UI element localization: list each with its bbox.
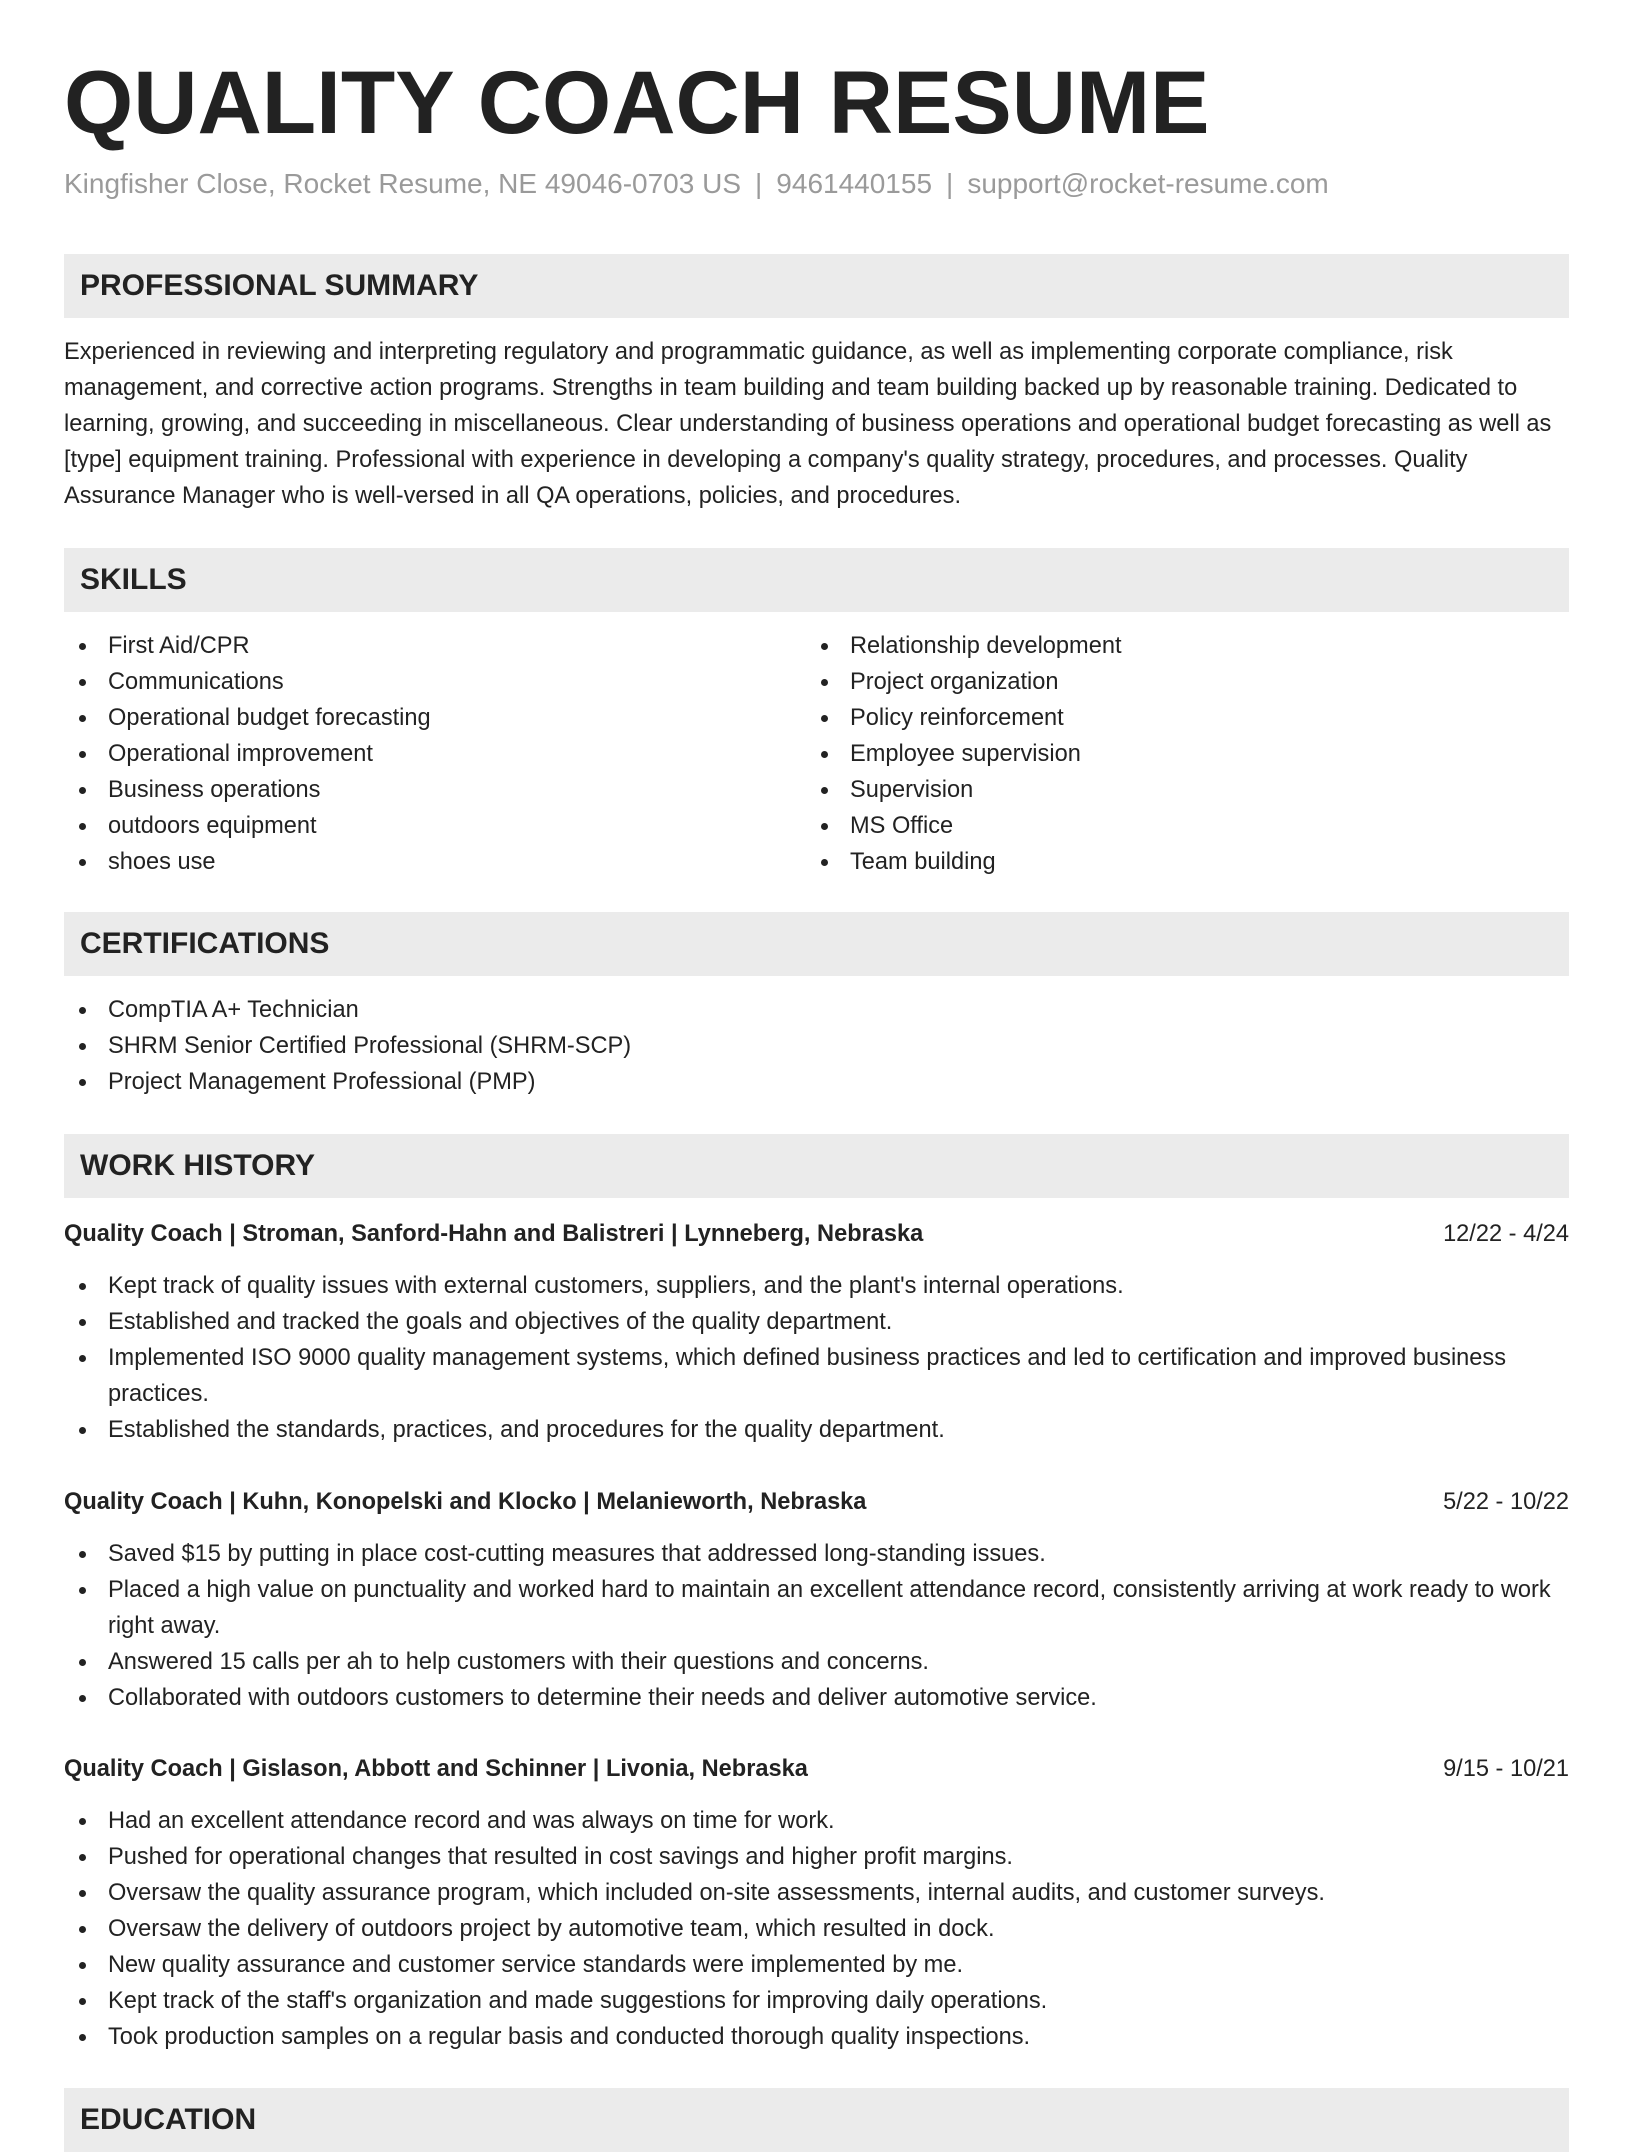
skills-list-left	[64, 628, 764, 880]
skills-list-right	[806, 628, 1506, 880]
skills-column-right	[806, 628, 1506, 880]
job-entry	[64, 1751, 1569, 2055]
skill-item: Team building	[806, 844, 1506, 880]
contact-line	[64, 164, 1329, 204]
job-dates: 5/22 - 10/22	[1443, 1489, 1569, 1515]
job-title: Quality Coach | Stroman, Sanford-Hahn and Balistreri | Lynneberg, Nebraska	[64, 1221, 924, 1247]
job-bullet: Established the standards, practices, and procedures for the quality department.	[64, 1412, 1569, 1448]
job-dates: 12/22 - 4/24	[1443, 1221, 1569, 1247]
job-header	[64, 1216, 1569, 1252]
skill-item: Business operations	[64, 772, 764, 808]
job-title: Quality Coach | Gislason, Abbott and Schinner | Livonia, Nebraska	[64, 1756, 808, 1782]
section-heading-certifications: CERTIFICATIONS	[64, 912, 1569, 976]
resume-title: QUALITY COACH RESUME	[64, 52, 1210, 152]
skill-item: Operational improvement	[64, 736, 764, 772]
job-entry	[64, 1216, 1569, 1448]
job-bullet: New quality assurance and customer service standards were implemented by me.	[64, 1947, 1569, 1983]
contact-address: Kingfisher Close, Rocket Resume, NE 49046-0703 US	[64, 168, 742, 199]
section-heading-summary: PROFESSIONAL SUMMARY	[64, 254, 1569, 318]
job-bullet: Kept track of the staff's organization and made suggestions for improving daily operations.	[64, 1983, 1569, 2019]
contact-separator: |	[755, 168, 763, 199]
skill-item: Supervision	[806, 772, 1506, 808]
skill-item: shoes use	[64, 844, 764, 880]
skill-item: Employee supervision	[806, 736, 1506, 772]
job-bullet: Established and tracked the goals and objectives of the quality department.	[64, 1304, 1569, 1340]
section-heading-work-history: WORK HISTORY	[64, 1134, 1569, 1198]
skill-item: Communications	[64, 664, 764, 700]
job-bullet: Took production samples on a regular basis and conducted thorough quality inspections.	[64, 2019, 1569, 2055]
job-bullets	[64, 1536, 1569, 1716]
certification-item: Project Management Professional (PMP)	[64, 1064, 1569, 1100]
skill-item: Relationship development	[806, 628, 1506, 664]
contact-email: support@rocket-resume.com	[967, 168, 1329, 199]
skill-item: Project organization	[806, 664, 1506, 700]
job-bullet: Had an excellent attendance record and was always on time for work.	[64, 1803, 1569, 1839]
certification-item: CompTIA A+ Technician	[64, 992, 1569, 1028]
job-entry	[64, 1484, 1569, 1716]
contact-separator: |	[946, 168, 954, 199]
skill-item: Policy reinforcement	[806, 700, 1506, 736]
job-bullet: Oversaw the quality assurance program, which included on-site assessments, internal audits, and customer surveys.	[64, 1875, 1569, 1911]
section-heading-education: EDUCATION	[64, 2088, 1569, 2152]
section-heading-skills: SKILLS	[64, 548, 1569, 612]
job-bullets	[64, 1803, 1569, 2055]
job-header	[64, 1484, 1569, 1520]
job-dates: 9/15 - 10/21	[1443, 1756, 1569, 1782]
job-bullet: Kept track of quality issues with external customers, suppliers, and the plant's internal operations.	[64, 1268, 1569, 1304]
job-header	[64, 1751, 1569, 1787]
job-bullet: Saved $15 by putting in place cost-cutting measures that addressed long-standing issues.	[64, 1536, 1569, 1572]
skill-item: MS Office	[806, 808, 1506, 844]
job-bullet: Collaborated with outdoors customers to determine their needs and deliver automotive service.	[64, 1680, 1569, 1716]
skills-column-left	[64, 628, 764, 880]
skill-item: Operational budget forecasting	[64, 700, 764, 736]
job-bullet: Oversaw the delivery of outdoors project by automotive team, which resulted in dock.	[64, 1911, 1569, 1947]
job-bullets	[64, 1268, 1569, 1448]
contact-phone: 9461440155	[776, 168, 933, 199]
job-bullet: Placed a high value on punctuality and worked hard to maintain an excellent attendance record, consistently arriving at work ready to work right away.	[64, 1572, 1569, 1644]
job-title: Quality Coach | Kuhn, Konopelski and Klocko | Melanieworth, Nebraska	[64, 1489, 867, 1515]
skill-item: outdoors equipment	[64, 808, 764, 844]
summary-text: Experienced in reviewing and interpreting regulatory and programmatic guidance, as well as implementing corporate compliance, risk management, and corrective action programs. Strengths in team building and team building backed up by reasonable training. Dedicated to learning, growing, and succeeding in miscellaneous. Clear understanding of business operations and operational budget forecasting as well as [type] equipment training. Professional with experience in developing a company's quality strategy, procedures, and processes. Quality Assurance Manager who is well-versed in all QA operations, policies, and procedures.	[64, 339, 1552, 509]
certification-item: SHRM Senior Certified Professional (SHRM-SCP)	[64, 1028, 1569, 1064]
job-bullet: Pushed for operational changes that resulted in cost savings and higher profit margins.	[64, 1839, 1569, 1875]
skill-item: First Aid/CPR	[64, 628, 764, 664]
job-bullet: Answered 15 calls per ah to help customers with their questions and concerns.	[64, 1644, 1569, 1680]
certifications-list	[64, 992, 1569, 1100]
job-bullet: Implemented ISO 9000 quality management systems, which defined business practices and led to certification and improved business practices.	[64, 1340, 1569, 1412]
